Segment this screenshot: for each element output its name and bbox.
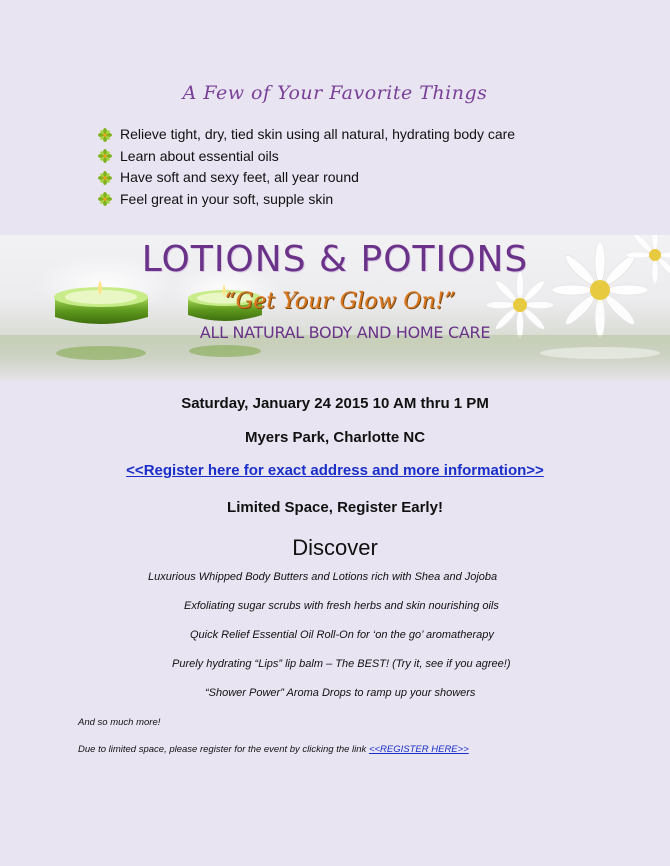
register-note-text: Due to limited space, please register for the event by clicking the link [78,744,369,755]
benefit-text: Have soft and sexy feet, all year round [120,169,359,185]
flower-bullet-icon [98,192,112,206]
list-item [98,146,515,168]
event-date: Saturday, January 24 2015 10 AM thru 1 PM [181,395,489,412]
discover-item: “Shower Power” Aroma Drops to ramp up your showers [205,687,476,699]
flower-bullet-icon [98,171,112,185]
flower-bullet-icon [98,128,112,142]
benefit-text: Feel great in your soft, supple skin [120,190,334,207]
list-item [98,124,515,146]
event-location: Myers Park, Charlotte NC [244,429,426,446]
hero-banner [0,235,670,381]
benefits-list [98,124,515,210]
discover-item: Luxurious Whipped Body Butters and Lotions rich with Shea and Jojoba [148,571,498,583]
so-much-more-note: And so much more! [78,717,161,728]
discover-heading: Discover [292,535,378,560]
register-note [78,744,469,755]
list-item [98,167,515,189]
benefit-text: Relieve tight, dry, tied skin using all natural, hydrating body care [120,126,516,142]
register-link[interactable]: <<Register here for exact address and more information>> [126,462,544,479]
tagline: A Few of Your Favorite Things [182,82,488,104]
register-here-link[interactable]: <<REGISTER HERE>> [368,744,469,755]
banner-subtitle: ALL NATURAL BODY AND HOME CARE [199,323,491,342]
discover-item: Quick Relief Essential Oil Roll-On for ‘on the go’ aromatherapy [190,629,494,641]
benefit-text: Learn about essential oils [120,147,279,164]
flower-bullet-icon [98,149,112,163]
discover-item: Purely hydrating “Lips” lip balm – The BEST! (Try it, see if you agree!) [172,658,511,670]
discover-item: Exfoliating sugar scrubs with fresh herbs and skin nourishing oils [184,600,499,612]
banner-title: LOTIONS & POTIONS [141,239,529,280]
limited-space-note: Limited Space, Register Early! [227,499,443,516]
banner-slogan: “Get Your Glow On!” [224,289,456,314]
list-item [98,189,515,211]
